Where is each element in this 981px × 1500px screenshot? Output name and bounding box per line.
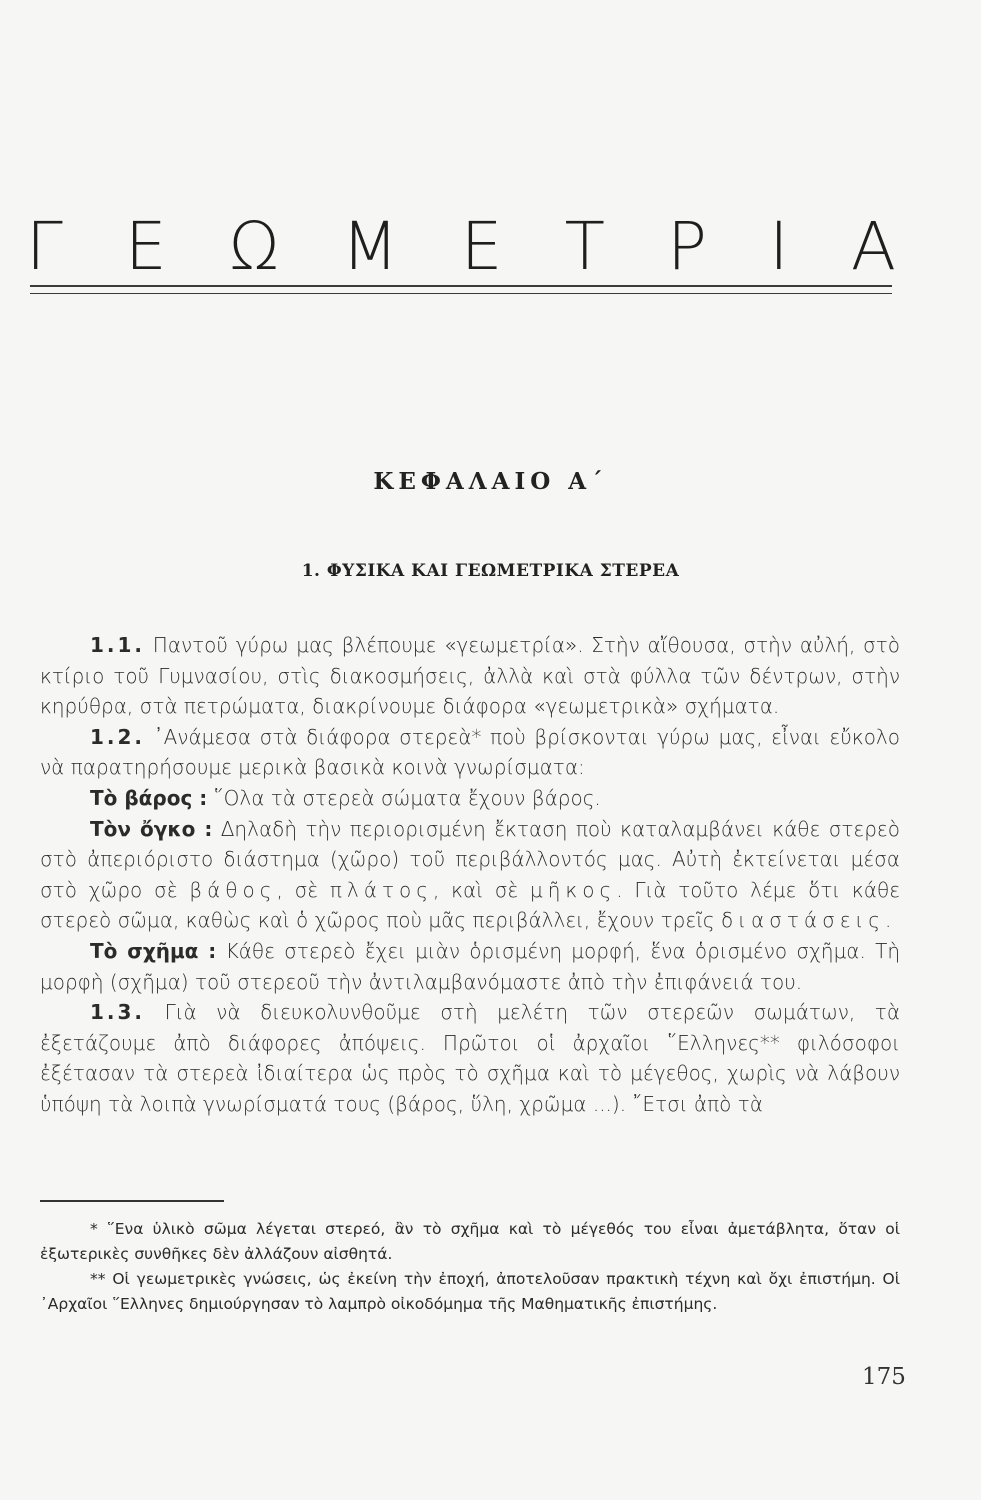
paragraph-text: Δηλαδὴ τὴν περιορισμένη ἔκταση ποὺ καταλαμβάνει κάθε στερεὸ στὸ ἀπεριόριστο διάστημα (χῶρο) τοῦ περιβάλλοντός μας. Αὐτὴ ἐκτείνεται μέσα στὸ χῶρο σὲ [40, 816, 900, 902]
body-text [40, 630, 900, 1120]
paragraph-text: Κάθε στερεὸ ἔχει μιὰν ὁρισμένη μορφή, ἕνα ὁρισμένο σχῆμα. Τὴ μορφὴ (σχῆμα) τοῦ στερεοῦ τὴν ἀντιλαμβανόμαστε ἀπὸ τὴν ἐπιφάνειά του. [40, 938, 900, 994]
spaced-word: διαστάσεις [721, 908, 886, 933]
title-letter: Ρ [667, 208, 707, 285]
spaced-word: βάθος [189, 877, 277, 902]
page-number: 175 [862, 1364, 906, 1390]
title-letter: Ε [124, 208, 167, 285]
paragraph-1-1 [40, 630, 900, 722]
title-letter: Α [850, 208, 896, 285]
paragraph-number: 1.2. [90, 724, 146, 749]
chapter-heading: ΚΕΦΑΛΑΙΟ Α΄ [373, 468, 608, 495]
title-letter: Ω [228, 208, 280, 285]
paragraph-text: , σὲ [276, 877, 319, 902]
paragraph-number: 1.1. [90, 633, 146, 657]
paragraph-number: 1.3. [90, 1000, 146, 1025]
paragraph-1-3 [40, 997, 900, 1119]
paragraph-text: Γιὰ νὰ διευκολυνθοῦμε στὴ μελέτη τῶν στερεῶν σωμάτων, τὰ ἐξετάζουμε ἀπὸ διάφορες ἀπόψεις. Πρῶτοι οἱ ἀρχαῖοι ῞Ελληνες** φιλόσοφοι ἐξέτασαν τὰ στερεὰ ἰδιαίτερα ὡς πρὸς τὸ σχῆμα καὶ τὸ μέγεθος, χωρὶς νὰ λάβουν ὑπόψη τὰ λοιπὰ γνωρίσματά τους (βάρος, ὕλη, χρῶμα ...). ῎Ετσι ἀπὸ τὰ [40, 1000, 901, 1116]
book-title [26, 208, 896, 285]
spaced-word: πλάτος [329, 877, 433, 902]
paragraph-text: ῞Ολα τὰ στερεὰ σώματα ἔχουν βάρος. [213, 785, 601, 810]
paragraph-volume [40, 814, 900, 936]
section-title: 1. ΦΥΣΙΚΑ ΚΑΙ ΓΕΩΜΕΤΡΙΚΑ ΣΤΕΡΕΑ [301, 561, 680, 581]
footnote: * ῞Ενα ὑλικὸ σῶμα λέγεται στερεό, ἂν τὸ σχῆμα καὶ τὸ μέγεθός του εἶναι ἀμετάβλητα, ὅταν οἱ ἐξωτερικὲς συνθῆκες δὲν ἀλλάζουν αἰσθητά. [40, 1220, 900, 1263]
paragraph-shape [40, 936, 900, 997]
paragraph-text: ᾿Ανάμεσα στὰ διάφορα στερεὰ* ποὺ βρίσκονται γύρω μας, εἶναι εὔκολο νὰ παρατηρήσουμε μερικὰ βασικὰ κοινὰ γνωρίσματα: [40, 724, 900, 780]
term-label: Τὸ σχῆμα : [90, 938, 217, 963]
title-letter: Ε [460, 208, 503, 285]
paragraph-weight [40, 783, 900, 814]
paragraph-text: , καὶ σὲ [432, 877, 519, 902]
paragraph-1-2 [40, 722, 900, 783]
title-letter: Μ [341, 208, 399, 285]
footnote: ** Οἱ γεωμετρικὲς γνώσεις, ὡς ἐκείνη τὴν ἐποχή, ἀποτελοῦσαν πρακτικὴ τέχνη καὶ ὄχι ἐπιστήμη. Οἱ ᾿Αρχαῖοι ῞Ελληνες δημιούργησαν τὸ λαμπρὸ οἰκοδόμημα τῆς Μαθηματικῆς ἐπιστήμης. [40, 1270, 900, 1313]
paragraph-text: . Γιὰ τοῦτο λέμε ὅτι κάθε στερεὸ σῶμα, καθὼς καὶ ὁ χῶρος ποὺ μᾶς περιβάλλει, ἔχουν τρεῖς [40, 877, 901, 933]
title-letter: Γ [26, 208, 63, 285]
title-rule-thin [30, 293, 892, 294]
title-rule-thick [30, 285, 892, 287]
paragraph-text: Παντοῦ γύρω μας βλέπουμε «γεωμετρία». Στὴν αἴθουσα, στὴν αὐλή, στὸ κτίριο τοῦ Γυμνασίου, στὶς διακοσμήσεις, ἀλλὰ καὶ στὰ φύλλα τῶν δέντρων, στὴν κηρύθρα, στὰ πετρώματα, διακρίνουμε διάφορα «γεωμετρικὰ» σχήματα. [40, 633, 901, 719]
term-label: Τὸν ὄγκο : [90, 816, 213, 841]
spaced-word: μῆκος [529, 877, 617, 902]
paragraph-text: . [885, 908, 892, 933]
term-label: Τὸ βάρος : [90, 785, 208, 810]
footnote-divider [40, 1200, 224, 1202]
title-letter: Τ [564, 208, 605, 285]
footnotes [40, 1217, 900, 1317]
title-letter: Ι [769, 208, 789, 285]
